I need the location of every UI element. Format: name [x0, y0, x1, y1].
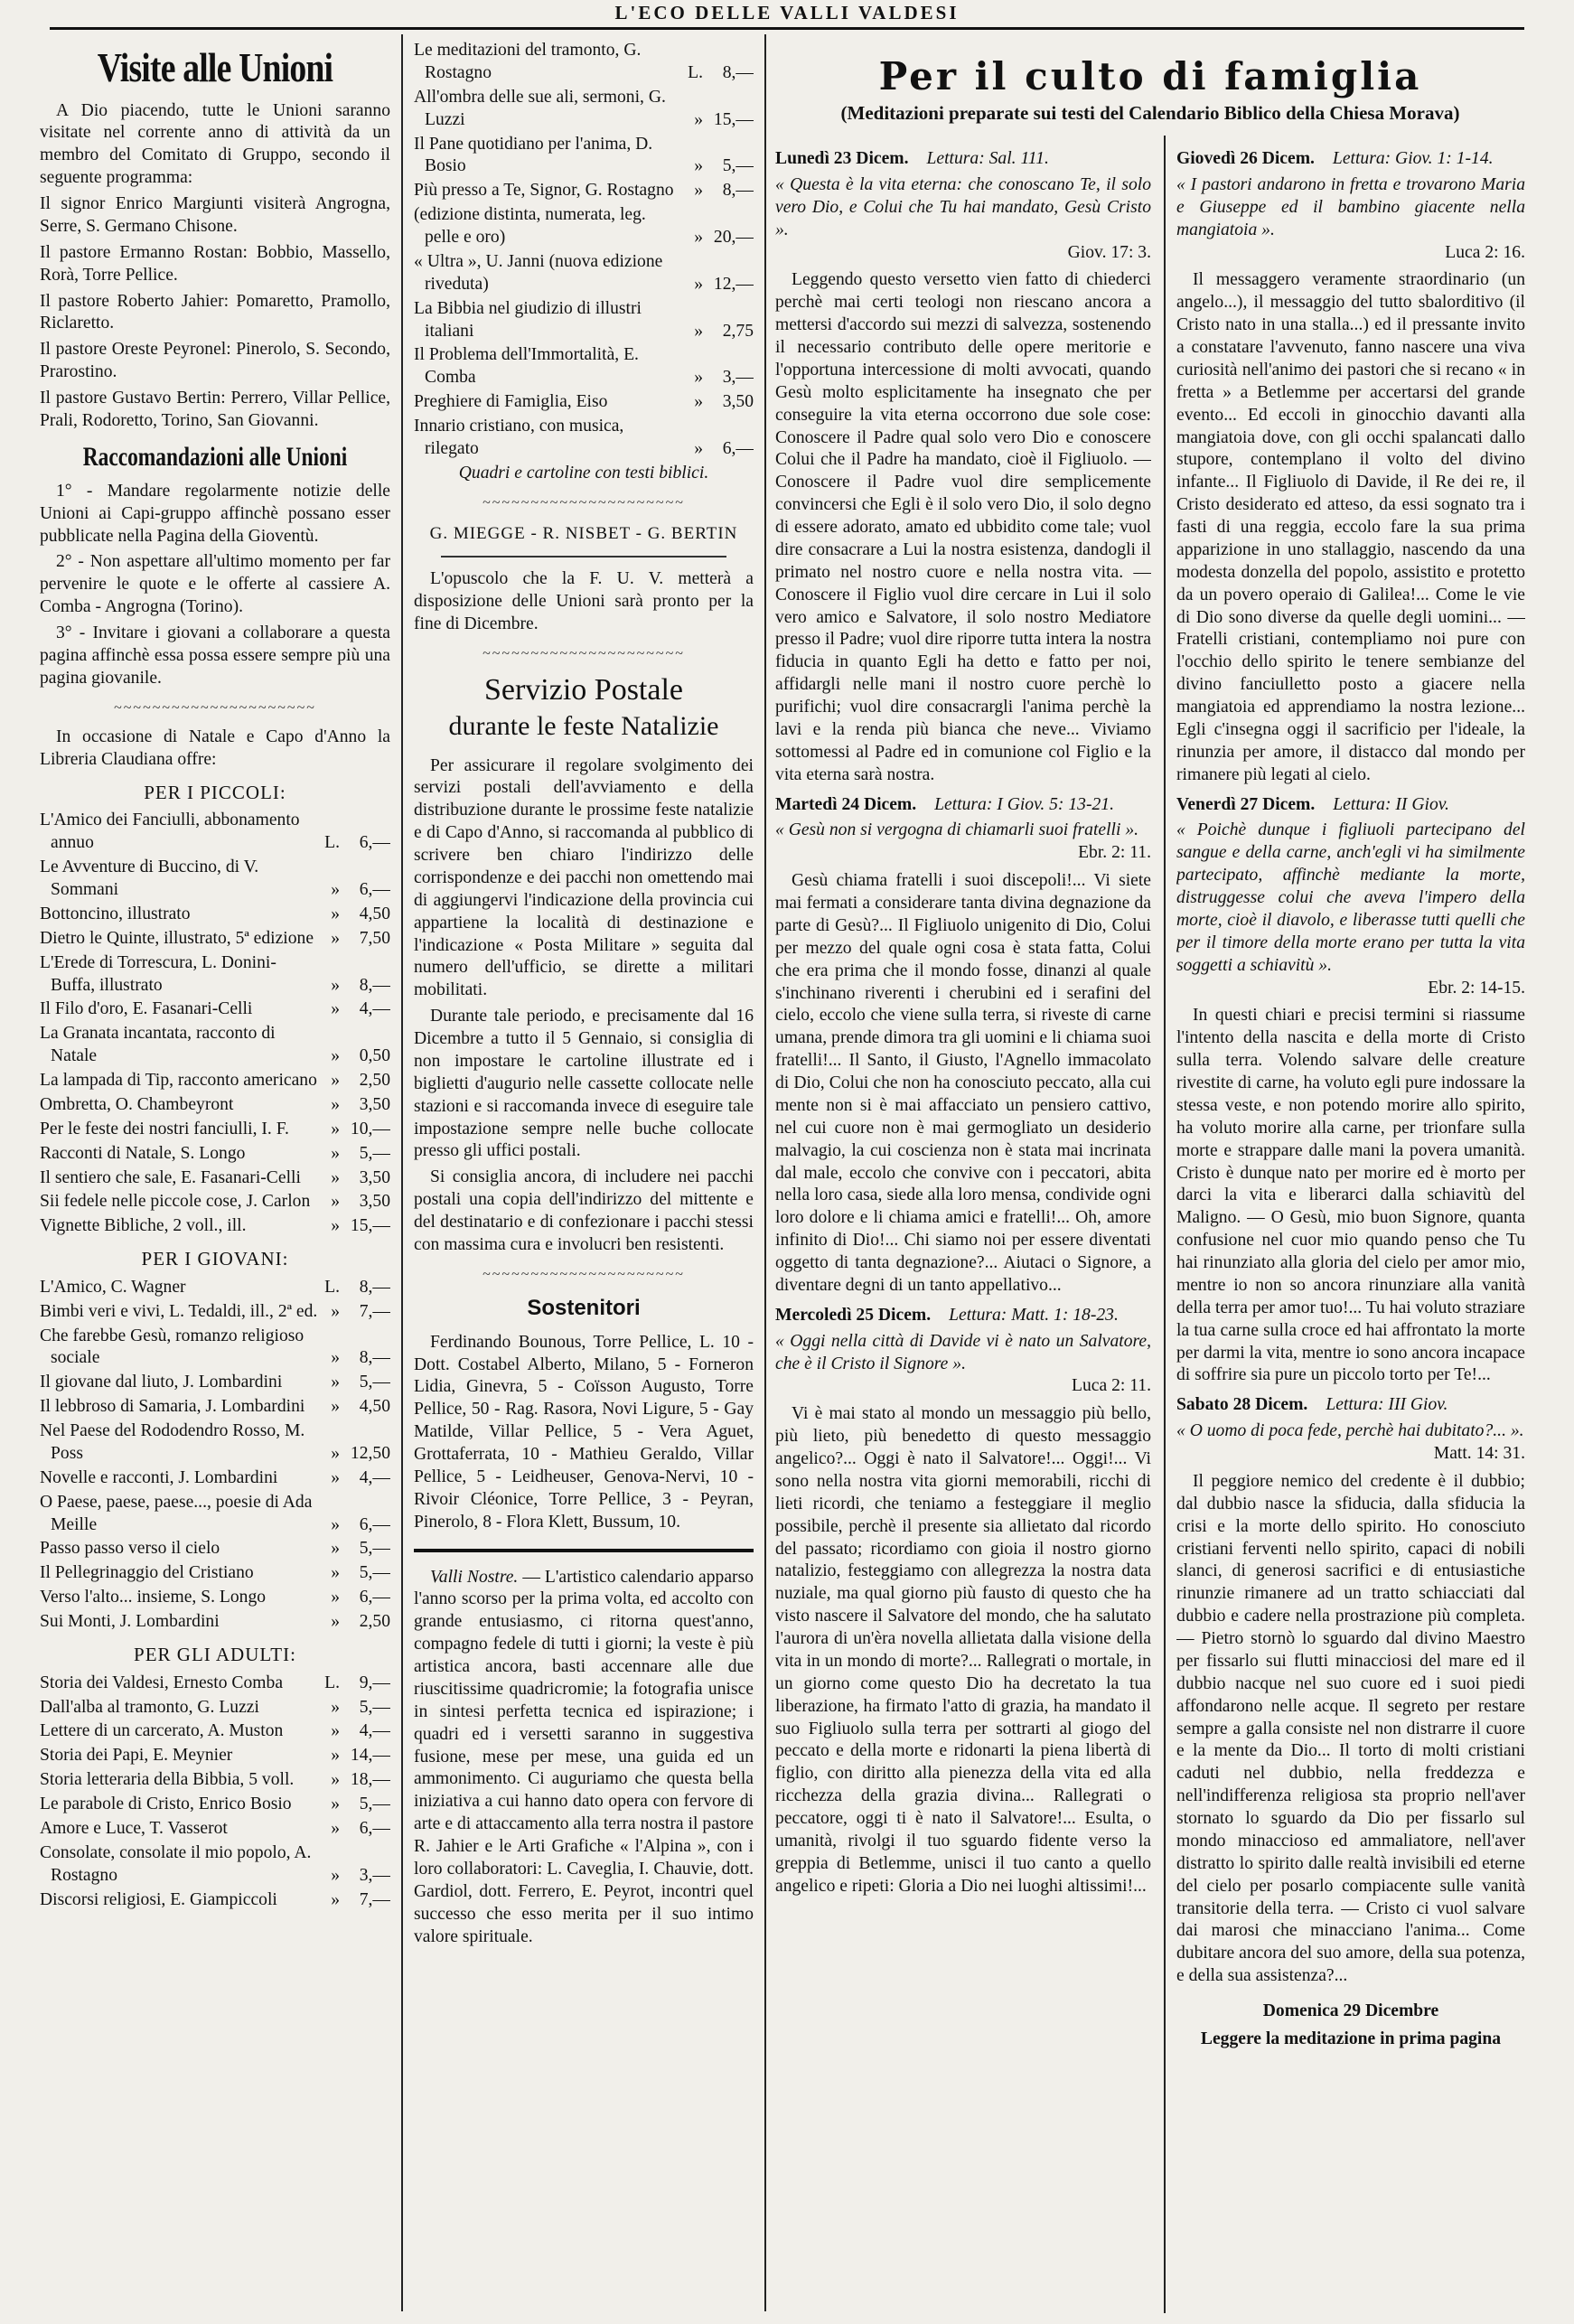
book-price: 6,— — [359, 880, 390, 900]
currency-mark: » — [331, 1563, 340, 1583]
postal-paragraph: Durante tale periodo, e precisamente dal 16 Dicembre a tutto il 5 Gennaio, si consiglia di non impostare le cartoline illustrate ed i biglietti d'augurio nelle cassette collocate nelle stazioni e si raccomanda invece di eseguire tale impostazione sempre nelle buche collocate presso gli uffici postali. — [414, 1007, 754, 1161]
book-entry — [40, 1215, 390, 1238]
culto-header — [775, 40, 1525, 137]
book-title: O Paese, paese, paese..., poesie di Ada Meille — [40, 1492, 313, 1534]
book-entry — [414, 391, 754, 414]
section-piccoli: PER I PICCOLI: — [144, 781, 286, 803]
currency-mark: L. — [324, 1277, 340, 1297]
currency-mark: » — [331, 1167, 340, 1187]
book-entry — [40, 1842, 390, 1888]
divider — [441, 556, 726, 558]
currency-mark: » — [694, 228, 703, 247]
book-price: 5,— — [722, 156, 754, 176]
sunday-note: Leggere la meditazione in prima pagina — [1200, 2029, 1502, 2048]
book-price: 5,— — [359, 1697, 390, 1717]
book-entry — [40, 1023, 390, 1068]
book-title: Le meditazioni del tramonto, G. Rostagno — [414, 41, 642, 82]
book-entry — [40, 1372, 390, 1394]
book-title: All'ombra delle sue ali, sermoni, G. Luzzi — [414, 87, 666, 129]
column-3 — [775, 141, 1151, 2313]
book-price: 8,— — [722, 181, 754, 201]
currency-mark: » — [331, 1443, 340, 1463]
meditation-day: Mercoledì 25 Dicem. — [775, 1305, 932, 1325]
book-title: Storia dei Papi, E. Meynier — [40, 1746, 233, 1766]
currency-mark: » — [331, 1539, 340, 1559]
book-title: Le Avventure di Buccino, di V. Sommani — [40, 857, 259, 900]
meditation-verse: « Poichè dunque i figliuoli partecipano del sangue e della carne, anch'egli vi ha similmente partecipato, affinchè mediante la morte, distruggesse colui che aveva l'impero della morte, cioè il diavolo, e liberasse tutti quelli che per il timore della morte erano per tutta la vita soggetti a schiavitù ». — [1176, 820, 1525, 975]
book-title: Il lebbroso di Samaria, J. Lombardini — [40, 1397, 305, 1417]
divider-thick — [414, 1549, 754, 1552]
book-price: 18,— — [350, 1770, 390, 1790]
sostenitori-list: Ferdinando Bounous, Torre Pellice, L. 10 - Dott. Costabel Alberto, Milano, 5 - Forneron Lidia, Ginevra, 5 - Coïsson Augusto, Torre Pellice, 50 - Rag. Rasora, Novi Ligure, 5 - Gay Matilde, Villar Pellice, 5 - Vera Aguet, Grottaferrata, 10 - Mathieu Geraldo, Villar Pellice, 5 - Leidheuser, Genova-Nervi, 10 - Rivoir Cléonice, Torre Pellice, 3 - Peyran, Pinerolo, 8 - Flora Klett, Bussum, 10. — [414, 1332, 754, 1532]
book-entry — [40, 1889, 390, 1912]
book-entry — [40, 1587, 390, 1609]
meditation-day: Lunedì 23 Dicem. — [775, 149, 909, 168]
book-title: Più presso a Te, Signor, G. Rostagno — [414, 181, 674, 201]
book-entry — [40, 1191, 390, 1214]
currency-mark: » — [331, 1071, 340, 1091]
book-title: « Ultra », U. Janni (nuova edizione riveduta) — [414, 251, 663, 294]
book-price: 6,— — [359, 1818, 390, 1838]
book-title: Amore e Luce, T. Vasserot — [40, 1818, 228, 1838]
book-price: 3,— — [359, 1865, 390, 1885]
book-entry — [414, 204, 754, 249]
currency-mark: » — [331, 1094, 340, 1114]
book-title: Bottoncino, illustrato — [40, 904, 191, 923]
currency-mark: » — [694, 438, 703, 458]
meditation-text: Leggendo questo versetto vien fatto di chiederci perchè mai certi teologi non riescano ancora a mettersi d'accordo sui mezzi di salvezza, sostenendo il necessario contributo delle opere meritorie e l'opportuna intercessione di molti avvocati, quando Gesù molto esplicitamente ha insegnato che per conseguire la vita eterna occorrono due sole cose: Conoscere il Padre qual solo vero Dio e conoscere Colui che il Padre ha mandato, cioè il Figliuolo. — Conoscere il Padre vuol dire semplicemente convincersi che Egli è il solo vero Dio, il solo degno di essere adorato, amato ed ubbidito come tale; vuol dire consacrare a Lui la nostra esistenza, dandogli il primato nel nostro cuore e nella nostra vita. — Conoscere il Figlio vuol dire cercare in Lui il solo vero amico e Salvatore, il solo nostro Mediatore presso il Padre; vuol dire riporre tutta intera la nostra fiducia in quanto Egli ha detto e fatto per noi, affidargli nelle mani il nostro cuore perchè lo purifichi; vuol dire consacrargli l'anima perchè la lavi e la renda più bianca che neve... Viviamo sottomessi al Padre ed in comunione col Figlio e la vita eterna sarà nostra. — [775, 270, 1151, 784]
book-title: Il Pellegrinaggio del Cristiano — [40, 1563, 254, 1583]
book-price: 5,— — [359, 1373, 390, 1392]
book-title: L'Erede di Torrescura, L. Donini-Buffa, illustrato — [40, 952, 276, 995]
currency-mark: » — [331, 1514, 340, 1534]
meditation-reference: Ebr. 2: 11. — [1078, 843, 1151, 863]
visit-entry: Il pastore Oreste Peyronel: Pinerolo, S. Secondo, Prarostino. — [40, 340, 390, 382]
meditation-reference: Ebr. 2: 14-15. — [1428, 978, 1525, 998]
currency-mark: » — [331, 1397, 340, 1417]
meditation-verse: « O uomo di poca fede, perchè hai dubitato?... ». — [1176, 1421, 1524, 1441]
recommendation: 3° - Invitare i giovani a collaborare a questa pagina affinchè essa possa essere sempre più una pagina giovanile. — [40, 623, 390, 688]
valli-nostre-lead: Valli Nostre. — [430, 1567, 519, 1587]
meditation-text: Il peggiore nemico del credente è il dubbio; dal dubbio nasce la sfiducia, dalla sfiducia la crisi e la morte dello spirito. Ho conosciuto cristiani ferventi nello spirito, capaci di nobili slanci, di generosi sacrifici e di entusiastiche rinunzie rimanere ad un tratto schiacciati dal dubbio e cadere nella prostrazione più completa. — Pietro stornò lo sguardo dal divino Maestro per fissarlo sui flutti minacciosi del mare ed il dubbio nacque nel suo cuore ed i suoi piedi affondarono nelle acque. Il segreto per restare sempre a galla consiste nel non distrarre il cuore e la mente da Dio... Il torto di molti cristiani caduti nel dubbio, nella freddezza e nell'indifferenza religiosa sta proprio nell'aver stornato lo sguardo da Dio per fissarlo sul mondo minaccioso ed ammaliatore, nell'aver distratto lo spirito dalle realtà invisibili ed eterne del cielo per posarlo compiacente sulle vanità transitorie della terra. — Cristo ci vuol salvare dai marosi che minacciano l'anima... Come dubitare ancora del suo amore, della sua potenza, e della sua assistenza?... — [1176, 1471, 1525, 1986]
book-price: 7,50 — [359, 928, 390, 948]
book-entry — [40, 1396, 390, 1419]
book-price: 15,— — [713, 109, 754, 129]
meditation-verse: « Oggi nella città di Davide vi è nato un Salvatore, che è il Cristo il Signore ». — [775, 1331, 1151, 1373]
book-entry — [40, 1326, 390, 1371]
book-price: 6,— — [359, 833, 390, 853]
visite-intro: A Dio piacendo, tutte le Unioni saranno visitate nel corrente anno di attività da un membro del Comitato di Gruppo, secondo il seguente programma: — [40, 100, 390, 188]
book-title: Ombretta, O. Chambeyront — [40, 1094, 234, 1114]
meditation-reading: Lettura: Matt. 1: 18-23. — [949, 1305, 1119, 1325]
currency-mark: » — [694, 274, 703, 294]
ornament-divider: ~~~~~~~~~~~~~~~~~~~~~ — [483, 645, 685, 661]
book-title: La lampada di Tip, racconto americano — [40, 1071, 317, 1091]
currency-mark: » — [331, 999, 340, 1019]
book-entry — [40, 1420, 390, 1466]
currency-mark: » — [331, 1119, 340, 1139]
book-title: Il Problema dell'Immortalità, E. Comba — [414, 345, 639, 388]
book-price: 4,50 — [359, 904, 390, 923]
book-title: Vignette Bibliche, 2 voll., ill. — [40, 1216, 247, 1236]
meditation-day: Giovedì 26 Dicem. — [1176, 149, 1315, 168]
book-title: Novelle e racconti, J. Lombardini — [40, 1467, 278, 1487]
book-price: 5,— — [359, 1143, 390, 1163]
book-price: 9,— — [359, 1673, 390, 1692]
title-raccomandazioni: Raccomandazioni alle Unioni — [82, 441, 348, 472]
book-price: 3,50 — [359, 1094, 390, 1114]
book-title: Innario cristiano, con musica, rilegato — [414, 417, 624, 458]
book-price: 15,— — [350, 1216, 390, 1236]
postal-paragraph: Si consiglia ancora, di includere nei pacchi postali una copia dell'indirizzo del mittente e del destinatario e di confezionare i pacchi stessi con massima cura e involucri ben resistenti. — [414, 1167, 754, 1254]
meditation-day: Sabato 28 Dicem. — [1176, 1395, 1308, 1415]
book-price: 2,50 — [359, 1612, 390, 1632]
meditation-heading — [1176, 1394, 1525, 1417]
meditation-day: Martedì 24 Dicem. — [775, 794, 917, 814]
book-entry — [40, 928, 390, 951]
book-entry — [40, 952, 390, 998]
currency-mark: » — [694, 156, 703, 176]
sunday-heading: Domenica 29 Dicembre — [1262, 2001, 1439, 2020]
book-title: Passo passo verso il cielo — [40, 1539, 220, 1559]
subtitle-culto: (Meditazioni preparate sui testi del Calendario Biblico della Chiesa Morava) — [840, 102, 1460, 124]
column-rule — [764, 34, 766, 2311]
valli-nostre-text: — L'artistico calendario apparso l'anno scorso per la prima volta, ed accolto con grande entusiasmo, ci ritorna quest'anno, compagno fedele di tutti i giorni; la veste è più artistica ancora, basti accennare alle due riuscitissime quadricromie; la fotografia unisce in sintesi perfetta tecnica ed ispirazione; i quadri ed i versetti saranno in suggestiva fusione, mese per mese, una guida ed un ammonimento. Ci auguriamo che questa bella iniziativa a cui hanno dato opera con fervore di arte e di attaccamento alla terra nostra il pastore R. Jahier e le Arti Grafiche « l'Alpina », con i loro collaboratori: L. Caveglia, I. Chauvie, dott. Gardiol, dott. Ferrero, E. Peyrot, incontri quel successo che esso merita per il suo intimo valore spirituale. — [414, 1567, 754, 1946]
currency-mark: » — [331, 1216, 340, 1236]
meditation-reference: Matt. 14: 31. — [1433, 1444, 1525, 1463]
book-entry — [414, 40, 754, 85]
ornament-divider: ~~~~~~~~~~~~~~~~~~~~~ — [114, 699, 316, 716]
book-title: Racconti di Natale, S. Longo — [40, 1143, 246, 1163]
meditation-text: Vi è mai stato al mondo un messaggio più bello, più lieto, più benedetto di questo messaggio angelico?... Oggi è nato il Salvatore!... Oggi!... Vi sono nella nostra vita giorni memorabili, ricchi di lieti ricordi, che teniamo a festeggiare il meglio possibile, perchè il presente sia allietato dal ricordo del passato; ricordiamo con gioia il nostro giorno natalizio, festeggiamo con allegrezza la nostra data nuziale, ma qual giorno più fausto di questo che ha visto nascere il Salvatore del mondo, che ha salutato l'aurora di un'èra novella allietata dalla visione della vita in un mondo di morte?... Rallegrati o mortale, in un giorno come questo Dio ha decretato la tua liberazione, ha firmato l'atto di grazia, ha mandato il suo Figliuolo sulla terra per sottrarti al giogo del peccato e della morte e ridonarti la piena libertà di figlio, con diritto alla pienezza della vita ed alla ricchezza della grazia divina... Rallegrati o peccatore, oggi ti è nato il Salvatore!... Esulta, o umanità, rivolgi il tuo sguardo fidente verso la greppia di Betlemme, unisci il tuo canto a quello angelico e ripeti: Gloria a Dio nei luoghi altissimi!... — [775, 1404, 1151, 1896]
book-price: 5,— — [359, 1795, 390, 1813]
opuscolo-note: L'opuscolo che la F. U. V. metterà a disposizione delle Unioni sarà pronto per la fine di Dicembre. — [414, 569, 754, 633]
currency-mark: » — [331, 1746, 340, 1766]
book-title: Storia letteraria della Bibbia, 5 voll. — [40, 1770, 295, 1790]
book-entry — [40, 904, 390, 926]
ornament-divider: ~~~~~~~~~~~~~~~~~~~~~ — [483, 1266, 685, 1282]
recommendation: 1° - Mandare regolarmente notizie delle Unioni ai Capi-gruppo affinchè possano esser pubblicate nella Pagina della Gioventù. — [40, 481, 390, 546]
currency-mark: L. — [688, 62, 703, 82]
book-title: Il Filo d'oro, E. Fasanari-Celli — [40, 999, 253, 1019]
book-entry — [40, 1720, 390, 1743]
book-title: Per le feste dei nostri fanciulli, I. F. — [40, 1119, 289, 1139]
book-title: (edizione distinta, numerata, leg. pelle e oro) — [414, 205, 646, 247]
book-title: Discorsi religiosi, E. Giampiccoli — [40, 1889, 277, 1909]
meditation-text: Gesù chiama fratelli i suoi discepoli!... Vi siete mai fermati a considerare tanta divina degnazione da parte di Gesù?... Il Figliuolo unigenito di Dio, Colui per mezzo del quale ogni cosa è stata fatta, Colui che era prima che il mondo fosse, dinanzi al quale s'inchinano riverenti i cherubini ed i serafini del cielo, eccolo che viene sulla terra, si riveste di carne umana, prende dimora tra gli uomini e li chiama suoi fratelli!... Il Santo, il Giusto, l'Agnello immacolato di Dio, Colui che non ha conosciuto peccato, alla cui mente non si è mai affacciato un pensiero cattivo, nel cui cuore non è mai germogliato un desiderio malvagio, la cui coscienza non è stata mai incrinata dal male, eccolo che convive con i peccatori, abita nella loro casa, siede alla loro mensa, condivide ogni loro dolore e li chiama amici e fratelli!... Oh, amore infinito di Dio!... Chi siamo noi per essere diventati oggetto di tanta degnazione?... Aiutaci o Signore, a diventare degni di un tanto appellativo... — [775, 871, 1151, 1295]
book-price: 12,50 — [350, 1443, 390, 1463]
currency-mark: » — [331, 1889, 340, 1909]
currency-mark: L. — [324, 1673, 340, 1692]
book-entry — [414, 134, 754, 179]
book-title: Dall'alba al tramonto, G. Luzzi — [40, 1697, 259, 1717]
subtitle-servizio-postale: durante le feste Natalizie — [448, 711, 719, 742]
meditation-heading — [1176, 148, 1525, 171]
meditation-heading — [1176, 794, 1525, 817]
currency-mark: » — [331, 1348, 340, 1368]
book-entry — [40, 1769, 390, 1792]
section-giovani: PER I GIOVANI: — [141, 1248, 289, 1270]
book-entry — [414, 298, 754, 343]
book-entry — [40, 1143, 390, 1166]
signers: G. MIEGGE - R. NISBET - G. BERTIN — [429, 523, 738, 543]
book-entry — [414, 344, 754, 389]
book-price: 7,— — [359, 1889, 390, 1909]
currency-mark: » — [331, 880, 340, 900]
masthead: L'ECO DELLE VALLI VALDESI — [50, 2, 1524, 30]
quadri-line: Quadri e cartoline con testi biblici. — [458, 463, 709, 483]
book-price: 2,50 — [359, 1071, 390, 1091]
book-title: L'Amico, C. Wagner — [40, 1277, 186, 1297]
book-price: 10,— — [350, 1119, 390, 1139]
book-price: 4,— — [359, 999, 390, 1019]
book-title: Storia dei Valdesi, Ernesto Comba — [40, 1673, 284, 1692]
book-title: Dietro le Quinte, illustrato, 5ª edizione — [40, 928, 314, 948]
currency-mark: » — [331, 1143, 340, 1163]
visit-entry: Il pastore Ermanno Rostan: Bobbio, Massello, Rorà, Torre Pellice. — [40, 242, 390, 285]
book-title: Consolate, consolate il mio popolo, A. Rostagno — [40, 1842, 312, 1885]
currency-mark: » — [694, 321, 703, 341]
currency-mark: » — [331, 1588, 340, 1607]
book-title: Il sentiero che sale, E. Fasanari-Celli — [40, 1167, 301, 1187]
book-price: 8,— — [359, 1277, 390, 1297]
meditation-reading: Lettura: Sal. 111. — [926, 149, 1049, 168]
meditation-reference: Giov. 17: 3. — [1067, 242, 1151, 262]
book-price: 4,— — [359, 1721, 390, 1741]
visit-entry: Il pastore Gustavo Bertin: Perrero, Villar Pellice, Prali, Rodoretto, Torino, San Giovanni. — [40, 389, 390, 430]
column-4 — [1176, 141, 1525, 2313]
book-price: 6,— — [359, 1588, 390, 1607]
meditation-heading — [775, 1305, 1151, 1327]
title-visite: Visite alle Unioni — [97, 44, 333, 90]
book-entry — [40, 1818, 390, 1841]
book-title: Nel Paese del Rododendro Rosso, M. Poss — [40, 1421, 305, 1463]
book-title: Bimbi veri e vivi, L. Tedaldi, ill., 2ª ed. — [40, 1301, 318, 1321]
meditation-heading — [775, 148, 1151, 171]
meditation-reference: Luca 2: 16. — [1445, 242, 1525, 262]
currency-mark: » — [331, 1192, 340, 1212]
currency-mark: » — [331, 1865, 340, 1885]
book-entry — [40, 1562, 390, 1585]
book-entry — [40, 1697, 390, 1720]
book-entry — [414, 251, 754, 296]
book-price: 3,— — [722, 368, 754, 388]
valli-nostre — [414, 1567, 754, 1949]
book-price: 4,50 — [359, 1397, 390, 1417]
currency-mark: » — [694, 109, 703, 129]
currency-mark: » — [331, 904, 340, 923]
book-title: L'Amico dei Fanciulli, abbonamento annuo — [40, 811, 300, 853]
book-price: 8,— — [359, 1348, 390, 1368]
book-price: 5,— — [359, 1563, 390, 1583]
book-entry — [414, 87, 754, 132]
currency-mark: » — [694, 368, 703, 388]
meditation-text: Il messaggero veramente straordinario (un angelo...), il messaggio del tutto sbalorditivo (il Cristo nato in una stalla...) ed il pressante invito a constatare l'avvenuto, fanno nascere una viva curiosità nell'animo dei pastori che si recano « in fretta » a Betlemme per accertarsi del grande evento... Ed eccoli in ginocchio davanti alla mangiatoia dove, con gli occhi spalancati dallo stupore, contemplano il volto del divino infante... Il Figliuolo di Davide, il Re dei re, il Cristo desiderato ed atteso, da essi sognato tra i fasti di una reggia, eccolo fare la sua prima apparizione in uno stallaggio, nascendo da una modesta donzella del popolo, assistito e protetto da un povero operaio di Galilea!... Come le vie di Dio sono diverse da quelle degli uomini... — Fratelli cristiani, contempliamo noi pure con l'occhio dello spirito le tenere sembianze del divino fanciulletto posto a giacere nella mangiatoia ed apprendiamo la nostra lezione... Egli c'insegna oggi il sacrificio per l'ideale, la rinunzia per amore, il distacco dal mondo per rimanere più legati al cielo. — [1176, 270, 1525, 784]
meditation-reading: Lettura: III Giov. — [1326, 1395, 1448, 1415]
libreria-intro: In occasione di Natale e Capo d'Anno la Libreria Claudiana offre: — [40, 727, 390, 769]
book-title: La Granata incantata, racconto di Natale — [40, 1024, 276, 1066]
currency-mark: » — [331, 1770, 340, 1790]
currency-mark: » — [331, 1795, 340, 1813]
book-entry — [40, 1492, 390, 1537]
recommendation: 2° - Non aspettare all'ultimo momento per far pervenire le quote e le offerte al cassiere A. Comba - Angrogna (Torino). — [40, 552, 390, 617]
book-title: Le parabole di Cristo, Enrico Bosio — [40, 1795, 292, 1813]
title-servizio-postale: Servizio Postale — [483, 673, 684, 707]
meditation-reference: Luca 2: 11. — [1072, 1376, 1151, 1396]
book-price: 6,— — [722, 438, 754, 458]
postal-paragraph: Per assicurare il regolare svolgimento dei servizi postali dell'avviamento e della distribuzione durante le prossime feste natalizie e di Capo d'Anno, si raccomanda al pubblico di scrivere ben chiaro l'indirizzo delle corrispondenze e dei pacchi non omettendo mai di aggiungervi l'indicazione della provincia cui appartiene la località di destinazione e l'indicazione « Posta Militare » seguita dal numero dell'ufficio, se dirette a militari mobilitati. — [414, 755, 754, 1000]
book-entry — [414, 180, 754, 202]
book-entry — [40, 998, 390, 1021]
book-title: Lettere di un carcerato, A. Muston — [40, 1721, 284, 1741]
column-rule — [1164, 136, 1166, 2313]
book-entry — [40, 1611, 390, 1634]
column-1 — [40, 40, 390, 2317]
meditation-verse: « I pastori andarono in fretta e trovarono Maria e Giuseppe ed il bambino giacente nella mangiatoia ». — [1176, 174, 1525, 239]
book-title: Il giovane dal liuto, J. Lombardini — [40, 1373, 283, 1392]
column-rule — [401, 34, 403, 2311]
book-title: Sui Monti, J. Lombardini — [40, 1612, 220, 1632]
book-price: 7,— — [359, 1301, 390, 1321]
book-price: 4,— — [359, 1467, 390, 1487]
book-entry — [40, 1277, 390, 1299]
book-title: Sii fedele nelle piccole cose, J. Carlon — [40, 1192, 311, 1212]
meditation-reading: Lettura: II Giov. — [1333, 794, 1449, 814]
book-price: 3,50 — [359, 1167, 390, 1187]
book-price: 0,50 — [359, 1046, 390, 1066]
currency-mark: » — [331, 928, 340, 948]
book-entry — [40, 857, 390, 902]
currency-mark: » — [331, 1697, 340, 1717]
section-adulti: PER GLI ADULTI: — [134, 1643, 296, 1665]
book-entry — [40, 1745, 390, 1767]
currency-mark: » — [331, 1046, 340, 1066]
book-price: 6,— — [359, 1514, 390, 1534]
book-entry — [414, 416, 754, 461]
title-culto: Per il culto di famiglia — [878, 54, 1422, 98]
book-title: Che farebbe Gesù, romanzo religioso sociale — [40, 1326, 304, 1368]
meditation-reading: Lettura: I Giov. 5: 13-21. — [934, 794, 1114, 814]
book-entry — [40, 1467, 390, 1490]
currency-mark: » — [331, 1612, 340, 1632]
currency-mark: » — [331, 1721, 340, 1741]
book-price: 2,75 — [722, 321, 754, 341]
book-price: 8,— — [359, 975, 390, 995]
meditation-text: In questi chiari e precisi termini si riassume l'intento della nascita e della morte di Cristo sulla terra. Volendo salvare delle creature rivestite di carne, ha voluto egli pure indossare la stessa veste, e non potendo morire allo spirito, ha voluto morire alla carne, per trionfare sulla morte e strappare dalle mani la povera umanità. Cristo è dunque nato per morire ed è morto per darci la vita e liberarci dalla schiavitù del Maligno. — O Gesù, mio buon Signore, quanta confusione nel cuor mio quando penso che Tu hai rinunziato alla gloria del cielo per amor mio, mentre io non so ancora rinunziare alla vanità della terra per amor tuo!... Tu hai voluto straziare la tua carne sulla croce ed hai affrontato la morte per darmi la vita, mentre io sono ancora incapace di soffrire sia pure un piccolo torto per Te!... — [1176, 1006, 1525, 1385]
book-price: 5,— — [359, 1539, 390, 1559]
book-entry — [40, 1119, 390, 1141]
currency-mark: » — [331, 1467, 340, 1487]
book-entry — [40, 1538, 390, 1560]
book-price: 12,— — [713, 274, 754, 294]
ornament-divider: ~~~~~~~~~~~~~~~~~~~~~ — [483, 494, 685, 511]
book-entry — [40, 1070, 390, 1092]
meditation-heading — [775, 794, 1151, 817]
visit-entry: Il signor Enrico Margiunti visiterà Angrogna, Serre, S. Germano Chisone. — [40, 194, 390, 236]
book-price: 20,— — [713, 228, 754, 247]
book-title: Preghiere di Famiglia, Eiso — [414, 392, 608, 412]
book-title: La Bibbia nel giudizio di illustri italiani — [414, 298, 642, 341]
column-2 — [414, 40, 754, 2317]
book-title: Il Pane quotidiano per l'anima, D. Bosio — [414, 134, 653, 176]
book-title: Verso l'alto... insieme, S. Longo — [40, 1588, 267, 1607]
currency-mark: » — [331, 975, 340, 995]
visit-entry: Il pastore Roberto Jahier: Pomaretto, Pramollo, Riclaretto. — [40, 291, 390, 333]
currency-mark: » — [331, 1818, 340, 1838]
book-price: 14,— — [350, 1746, 390, 1766]
book-entry — [40, 1167, 390, 1190]
currency-mark: » — [694, 392, 703, 412]
book-price: 3,50 — [722, 392, 754, 412]
book-entry — [40, 1094, 390, 1117]
currency-mark: » — [331, 1301, 340, 1321]
currency-mark: L. — [324, 833, 340, 853]
meditation-day: Venerdì 27 Dicem. — [1176, 794, 1316, 814]
title-sostenitori: Sostenitori — [527, 1296, 641, 1321]
currency-mark: » — [694, 181, 703, 201]
currency-mark: » — [331, 1373, 340, 1392]
book-price: 8,— — [722, 62, 754, 82]
book-entry — [40, 1673, 390, 1695]
book-entry — [40, 810, 390, 855]
meditation-reading: Lettura: Giov. 1: 1-14. — [1332, 149, 1494, 168]
meditation-verse: « Questa è la vita eterna: che conoscano Te, il solo vero Dio, e Colui che Tu hai mandato, Gesù Cristo ». — [775, 174, 1151, 239]
book-entry — [40, 1301, 390, 1324]
book-entry — [40, 1794, 390, 1816]
book-price: 3,50 — [359, 1192, 390, 1212]
meditation-verse: « Gesù non si vergogna di chiamarli suoi fratelli ». — [775, 820, 1139, 840]
